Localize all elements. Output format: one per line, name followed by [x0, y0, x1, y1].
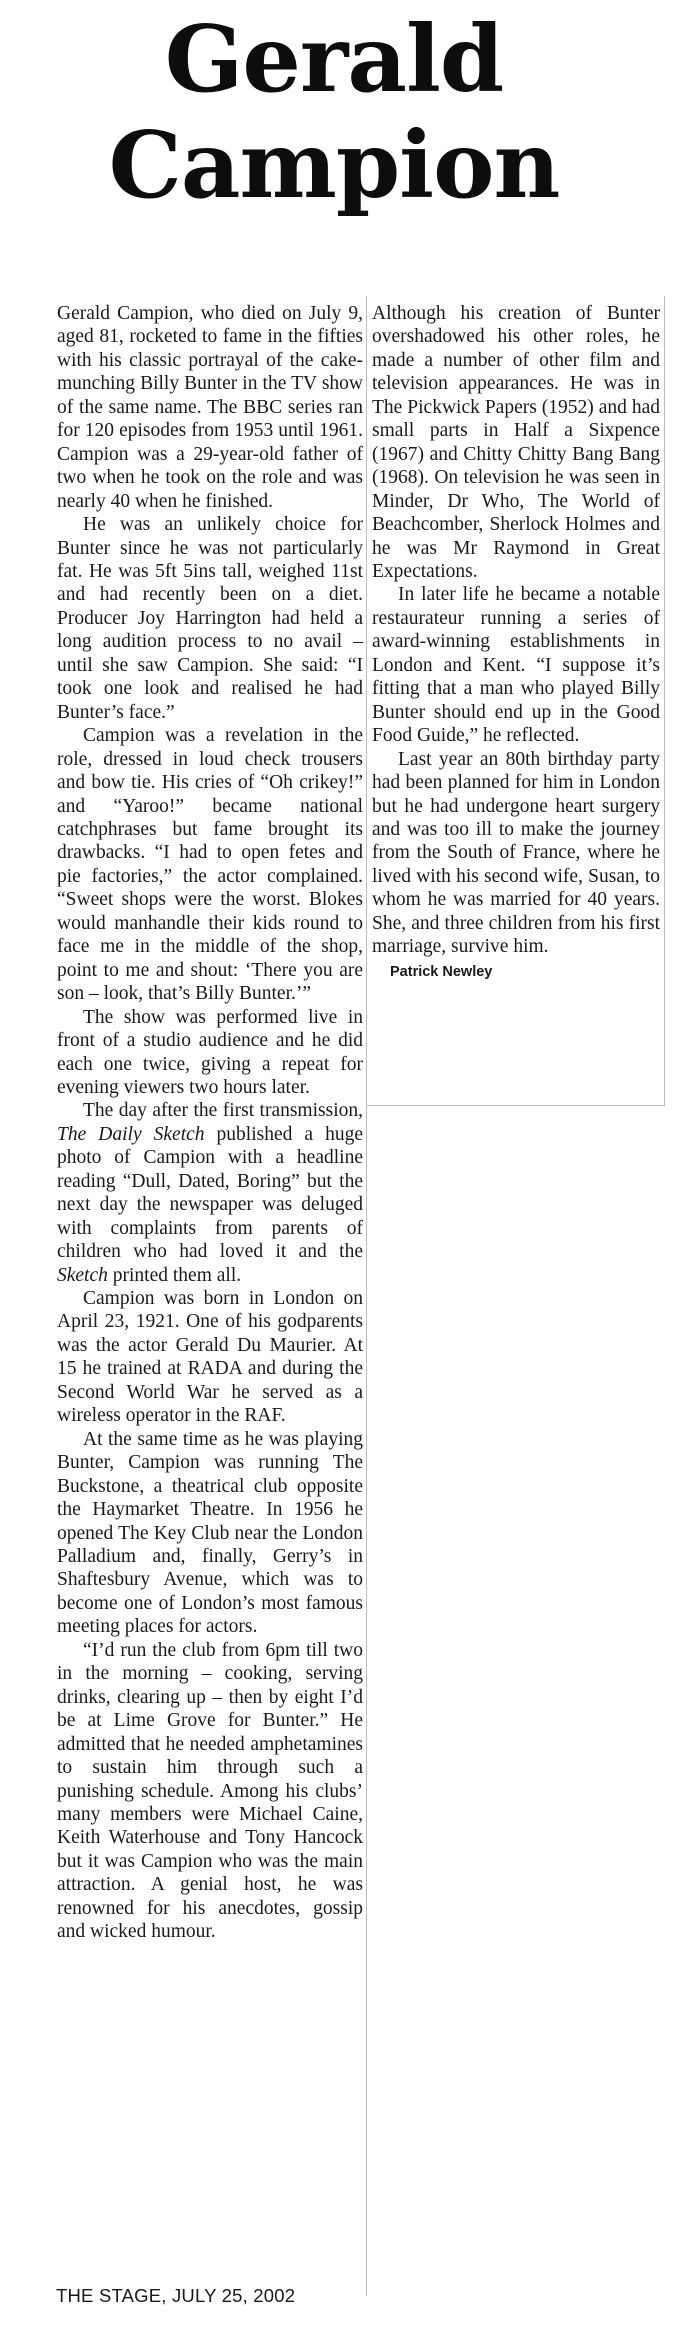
box-right-border — [664, 296, 665, 1106]
article-column-left — [57, 302, 363, 1944]
text-run: “I’d run the club from 6pm till two in the morning – cooking, serving drinks, clearing up – then by eight I’d be at Lime Grove for Bunter.” He admitted that he needed amphetamines to sustain him through such a punishing schedule. Among his clubs’ many members were Michael Caine, Keith Waterhouse and Tony Hancock but it was Campion who was the main attraction. A genial host, he was renowned for his anecdotes, gossip and wicked humour. — [57, 1639, 363, 1943]
left-paragraph — [57, 513, 363, 724]
headline-line-2: Campion — [108, 111, 560, 219]
right-paragraph — [372, 302, 660, 583]
text-run: printed them all. — [107, 1264, 242, 1286]
text-run: He was an unlikely choice for Bunter since he was not particularly fat. He was 5ft 5ins tall, weighed 11st and had recently been on a diet. Producer Joy Harrington had held a long audition process to no avail – until she saw Campion. She said: “I took one look and realised he had Bunter’s face.” — [57, 514, 363, 723]
article-column-right — [372, 302, 660, 983]
text-run: The show was performed live in front of a studio audience and he did each one twice, giving a repeat for evening viewers two hours later. — [57, 1006, 363, 1098]
text-run: published a huge photo of Campion with a headline reading “Dull, Dated, Boring” but the next day the newspaper was deluged with complaints from parents of children who had loved it and the — [57, 1123, 363, 1263]
text-run: At the same time as he was playing Bunter, Campion was running The Buckstone, a theatrical club opposite the Haymarket Theatre. In 1956 he opened The Key Club near the London Palladium and, finally, Gerry’s in Shaftesbury Avenue, which was to become one of London’s most famous meeting places for actors. — [57, 1428, 363, 1638]
box-bottom-border — [366, 1105, 665, 1106]
left-paragraph — [57, 1099, 363, 1287]
left-paragraph — [57, 1639, 363, 1944]
right-column-paragraphs — [372, 302, 660, 959]
publication-footer: THE STAGE, JULY 25, 2002 — [56, 2285, 296, 2306]
right-paragraph — [372, 583, 660, 747]
left-paragraph — [57, 724, 363, 1005]
text-run: The day after the first transmission, — [83, 1100, 363, 1122]
text-run: Last year an 80th birthday party had been planned for him in London but he had undergone heart surgery and was too ill to make the journey from the South of France, where he lived with his second wife, Susan, to whom he was married for 40 years. She, and three children from his first marriage, survive him. — [372, 748, 660, 958]
left-paragraph — [57, 1006, 363, 1100]
text-run: Campion was a revelation in the role, dressed in loud check trousers and bow tie. His cries of “Oh crikey!” and “Yaroo!” became national catchphrases but fame brought its drawbacks. “I had to open fetes and pie factories,” the actor complained. “Sweet shops were the worst. Blokes would manhandle their kids round to face me in the middle of the shop, point to me and shout: ‘There you are son – look, that’s Billy Bunter.’” — [57, 725, 363, 1005]
text-run: Campion was born in London on April 23, 1921. One of his godparents was the actor Gerald Du Maurier. At 15 he trained at RADA and during the Second World War he served as a wireless operator in the RAF. — [57, 1288, 363, 1427]
left-paragraph — [57, 1428, 363, 1639]
text-run: Gerald Campion, who died on July 9, aged 81, rocketed to fame in the fifties with his classic portrayal of the cake-munching Billy Bunter in the TV show of the same name. The BBC series ran for 120 episodes from 1953 until 1961. Campion was a 29-year-old father of two when he took on the role and was nearly 40 when he finished. — [57, 303, 363, 512]
headline-line-1: Gerald — [164, 5, 504, 113]
left-paragraph — [57, 302, 363, 513]
italic-title: The Daily Sketch — [57, 1123, 205, 1145]
text-run: In later life he became a notable restaurateur running a series of award-winning establishments in London and Kent. “I suppose it’s fitting that a man who played Billy Bunter should end up in the Good Food Guide,” he reflected. — [372, 584, 660, 747]
column-divider — [366, 296, 367, 2296]
right-paragraph — [372, 748, 660, 959]
text-run: Although his creation of Bunter overshadowed his other roles, he made a number of other film and television appearances. He was in The Pickwick Papers (1952) and had small parts in Half a Sixpence (1967) and Chitty Chitty Bang Bang (1968). On television he was seen in Minder, Dr Who, The World of Beachcomber, Sherlock Holmes and he was Mr Raymond in Great Expectations. — [372, 303, 660, 582]
byline: Patrick Newley — [390, 963, 493, 980]
italic-title: Sketch — [57, 1264, 108, 1286]
left-paragraph — [57, 1287, 363, 1428]
headline — [0, 6, 668, 218]
